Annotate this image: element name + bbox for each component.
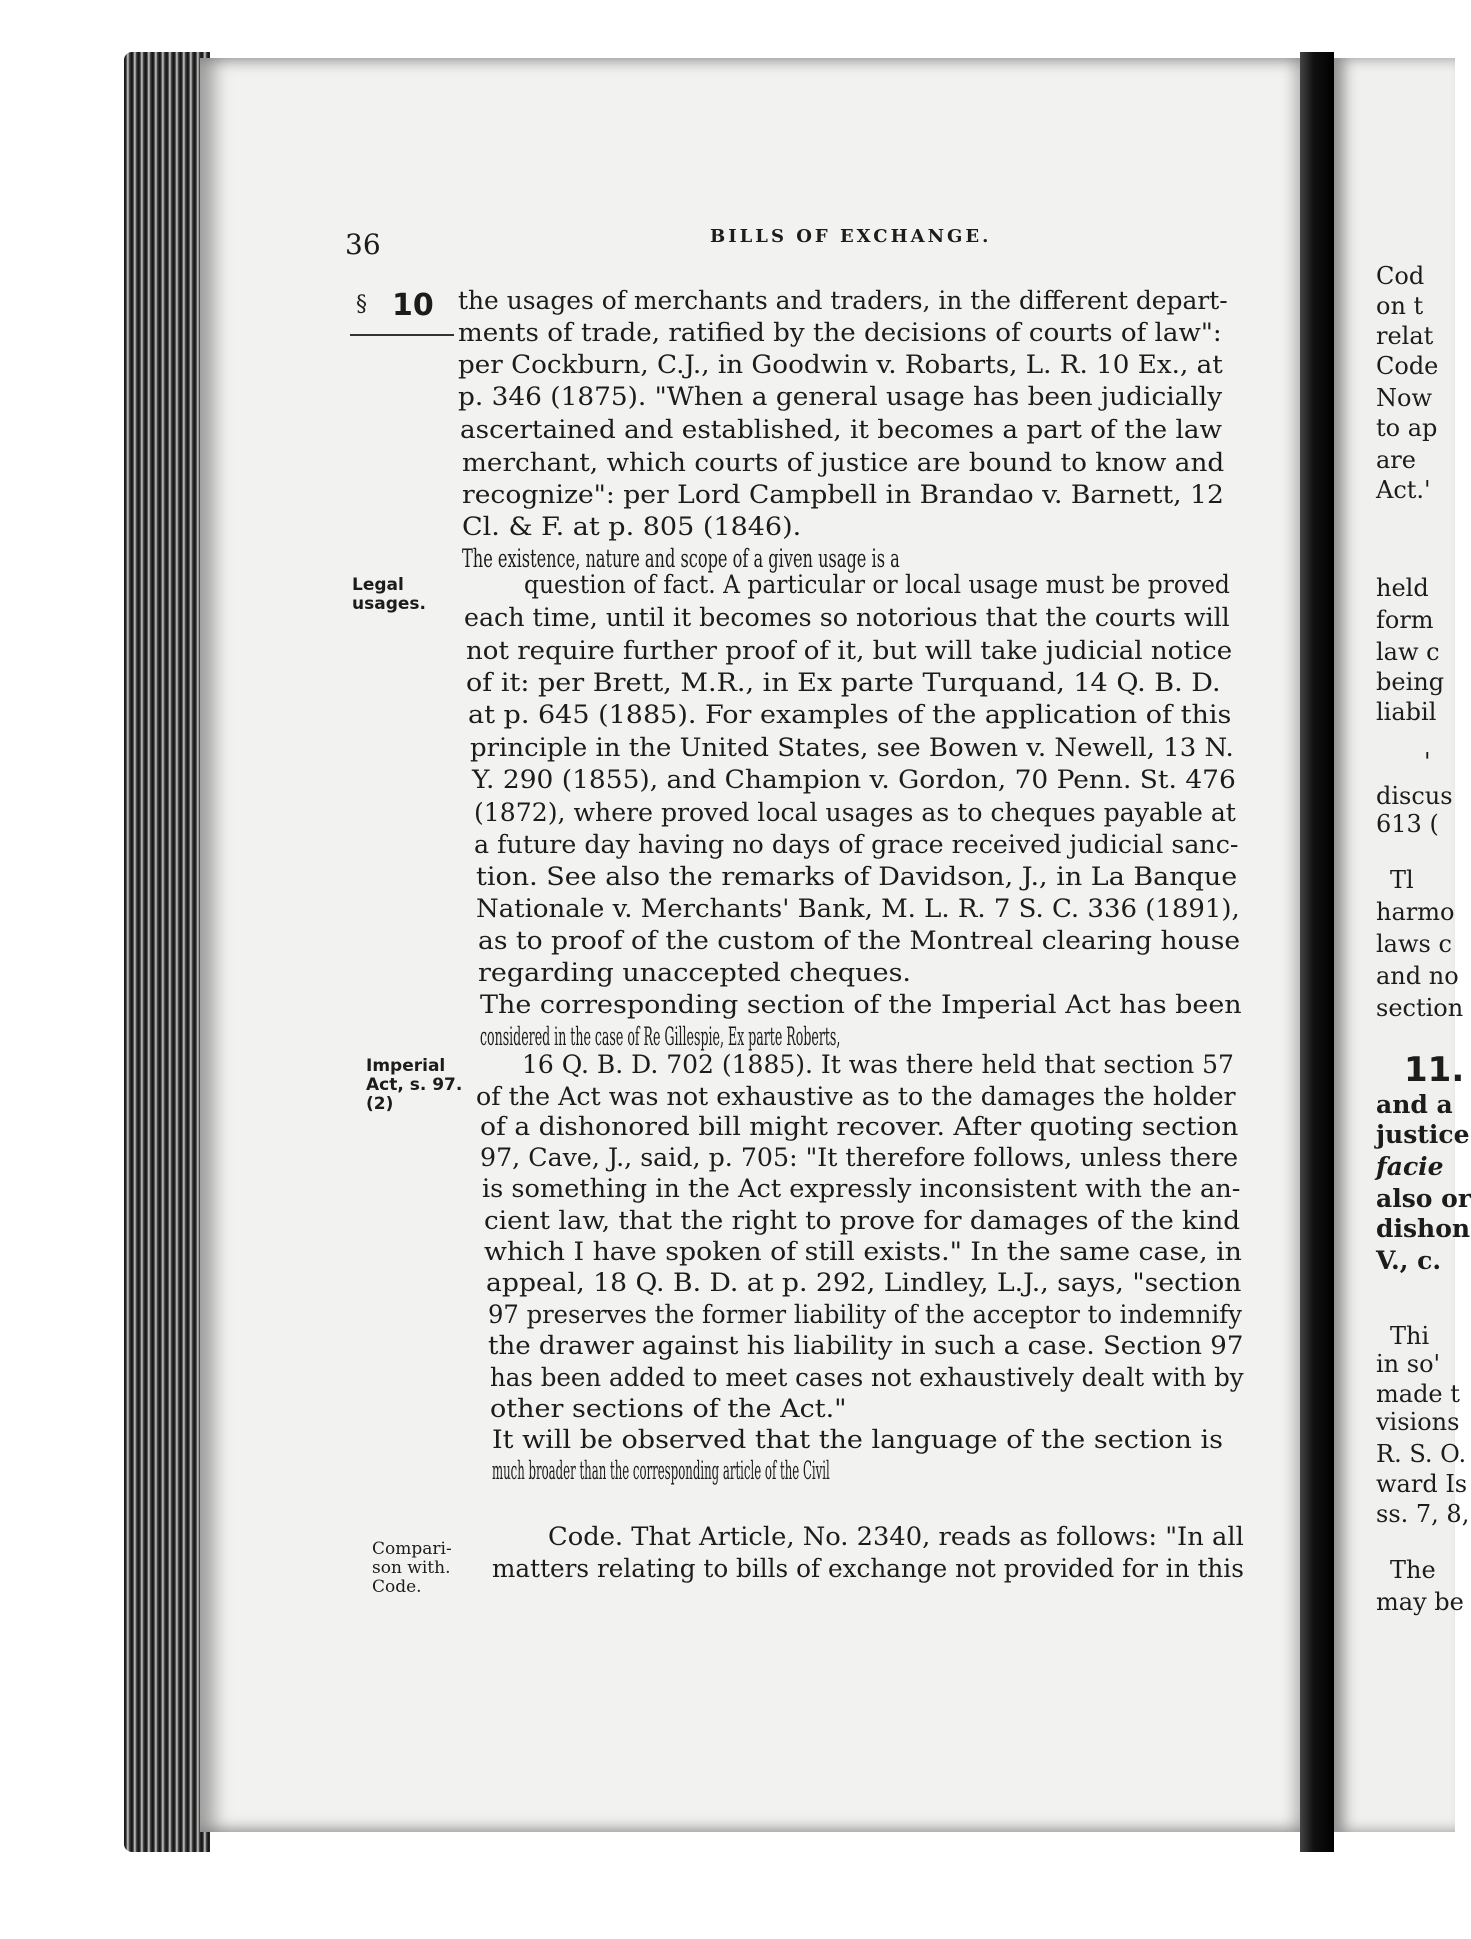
right-page-text-line: facie — [1376, 1152, 1444, 1181]
body-text-line: question of fact. A particular or local usage must be proved — [524, 570, 1230, 599]
body-text-line: each time, until it becomes so notorious that the courts will — [464, 603, 1230, 632]
right-page-text-line: section — [1376, 994, 1464, 1022]
body-text-line: 97 preserves the former liability of the acceptor to indemnify — [488, 1300, 1242, 1329]
body-text-line: cient law, that the right to prove for damages of the kind — [484, 1206, 1241, 1235]
right-page-text-line: dishon — [1376, 1214, 1471, 1243]
right-page-text-line: justice — [1376, 1120, 1470, 1149]
right-page-text-line: discus — [1376, 782, 1453, 810]
right-page-text-line: V., c. — [1376, 1246, 1442, 1275]
right-page-text-line: liabil — [1376, 698, 1437, 726]
section-rule — [350, 334, 454, 336]
body-text-line: Y. 290 (1855), and Champion v. Gordon, 70 Penn. St. 476 — [472, 765, 1236, 794]
book-page-edges — [124, 52, 210, 1852]
margin-note-line: Compari- — [372, 1539, 452, 1559]
right-page-text-line: Tl — [1390, 866, 1414, 894]
body-text-line: 16 Q. B. D. 702 (1885). It was there held that section 57 — [522, 1050, 1234, 1079]
body-text-line: regarding unaccepted cheques. — [478, 958, 912, 987]
right-page-text-line: in so' — [1376, 1350, 1441, 1378]
body-text-line: appeal, 18 Q. B. D. at p. 292, Lindley, L.J., says, "section — [486, 1268, 1242, 1297]
body-text-line: of it: per Brett, M.R., in Ex parte Turquand, 14 Q. B. D. — [466, 668, 1221, 697]
body-text-line: Nationale v. Merchants' Bank, M. L. R. 7 S. C. 336 (1891), — [476, 894, 1240, 923]
right-page-text-line: also or — [1376, 1184, 1471, 1213]
body-text-line: matters relating to bills of exchange not provided for in this — [492, 1554, 1244, 1583]
margin-note-line: son with. — [372, 1558, 451, 1578]
right-page-text-line: law c — [1376, 638, 1440, 666]
page-number: 36 — [345, 228, 381, 261]
body-text-line: which I have spoken of still exists." In the same case, in — [484, 1237, 1242, 1266]
margin-note-line: usages. — [352, 594, 426, 614]
margin-note-line: Imperial — [366, 1056, 446, 1076]
margin-note-line: (2) — [366, 1094, 394, 1114]
right-page-text-line: may be — [1376, 1588, 1464, 1616]
right-page-text-line: Act.' — [1376, 476, 1431, 504]
right-page-text-line: Now — [1376, 384, 1432, 412]
body-text-line: has been added to meet cases not exhaustively dealt with by — [490, 1363, 1244, 1392]
margin-note-legal-usages — [352, 576, 426, 614]
body-text-line: of the Act was not exhaustive as to the damages the holder — [476, 1082, 1236, 1111]
right-page-text-line: 11. — [1404, 1050, 1465, 1090]
book-gutter — [1300, 52, 1334, 1852]
right-page-text-line: harmo — [1376, 898, 1455, 926]
body-text-line: p. 346 (1875). "When a general usage has been judicially — [458, 382, 1223, 411]
margin-note-line: Act, s. 97. — [366, 1075, 463, 1095]
body-text-line: as to proof of the custom of the Montreal clearing house — [478, 926, 1241, 955]
body-text-line: tion. See also the remarks of Davidson, J., in La Banque — [476, 862, 1238, 891]
section-number: 10 — [392, 288, 434, 323]
body-text-line: recognize": per Lord Campbell in Brandao v. Barnett, 12 — [462, 480, 1224, 509]
right-page-text-line: and a — [1376, 1090, 1453, 1119]
body-text-line: is something in the Act expressly inconsistent with the an- — [482, 1174, 1241, 1203]
right-page-text-line: are — [1376, 446, 1416, 474]
right-page-text-line: Code — [1376, 352, 1439, 380]
right-page-text-line: laws c — [1376, 930, 1452, 958]
body-text-line: per Cockburn, C.J., in Goodwin v. Robarts, L. R. 10 Ex., at — [458, 350, 1223, 379]
body-text-line: merchant, which courts of justice are bound to know and — [462, 448, 1225, 477]
right-page-text-line: visions — [1376, 1408, 1460, 1436]
body-text-line: at p. 645 (1885). For examples of the application of this — [468, 700, 1232, 729]
right-page-text-line: form — [1376, 606, 1434, 634]
body-text-line: principle in the United States, see Bowen v. Newell, 13 N. — [470, 733, 1234, 762]
right-page-text-line: Thi — [1390, 1322, 1430, 1350]
right-page-text-line: R. S. O. — [1376, 1440, 1467, 1468]
body-text-line: The existence, nature and scope of a given usage is a — [462, 544, 900, 573]
right-page-text-line: 613 ( — [1376, 810, 1439, 838]
body-text-line: the usages of merchants and traders, in the different depart- — [458, 286, 1228, 315]
margin-note-imperial-act — [366, 1057, 462, 1114]
right-page-text-line: on t — [1376, 292, 1424, 320]
body-text-line: Cl. & F. at p. 805 (1846). — [462, 512, 802, 541]
body-text-line: 97, Cave, J., said, p. 705: "It therefore follows, unless there — [480, 1143, 1239, 1172]
right-page-text-line: to ap — [1376, 414, 1438, 442]
running-head: BILLS OF EXCHANGE. — [710, 226, 992, 247]
right-page-text-line: ward Is — [1376, 1470, 1468, 1498]
body-text-line: much broader than the corresponding article of the Civil — [492, 1456, 830, 1485]
margin-note-line: Legal — [352, 575, 404, 595]
right-page-text-line: relat — [1376, 322, 1434, 350]
body-text-line: Code. That Article, No. 2340, reads as follows: "In all — [548, 1522, 1244, 1551]
body-text-line: other sections of the Act." — [490, 1394, 847, 1423]
right-page — [1334, 58, 1471, 1832]
body-text-line: not require further proof of it, but will take judicial notice — [466, 636, 1233, 665]
body-text-line: considered in the case of Re Gillespie, Ex parte Roberts, — [480, 1022, 841, 1051]
right-page-text-line: and no — [1376, 962, 1459, 990]
right-page-text-line: ' — [1424, 748, 1431, 776]
body-text-line: (1872), where proved local usages as to cheques payable at — [474, 798, 1236, 827]
right-page-text-line: The — [1390, 1556, 1436, 1584]
margin-note-comparison — [372, 1540, 452, 1597]
body-text-line: of a dishonored bill might recover. After quoting section — [480, 1112, 1239, 1141]
right-page-text-line: being — [1376, 668, 1445, 696]
body-text-line: the drawer against his liability in such a case. Section 97 — [488, 1331, 1244, 1360]
body-text-line: It will be observed that the language of the section is — [492, 1425, 1224, 1454]
body-text-line: ascertained and established, it becomes a part of the law — [460, 415, 1222, 444]
section-mark: § — [356, 292, 367, 317]
right-page-text-line: held — [1376, 574, 1429, 602]
body-text-line: The corresponding section of the Imperial Act has been — [480, 990, 1242, 1019]
body-text-line: ments of trade, ratified by the decisions of courts of law": — [458, 318, 1222, 347]
right-page-text-line: made t — [1376, 1380, 1460, 1408]
margin-note-line: Code. — [372, 1577, 422, 1597]
right-page-text-line: ss. 7, 8, — [1376, 1500, 1470, 1528]
body-text-line: a future day having no days of grace received judicial sanc- — [474, 830, 1239, 859]
right-page-text-line: Cod — [1376, 262, 1425, 290]
